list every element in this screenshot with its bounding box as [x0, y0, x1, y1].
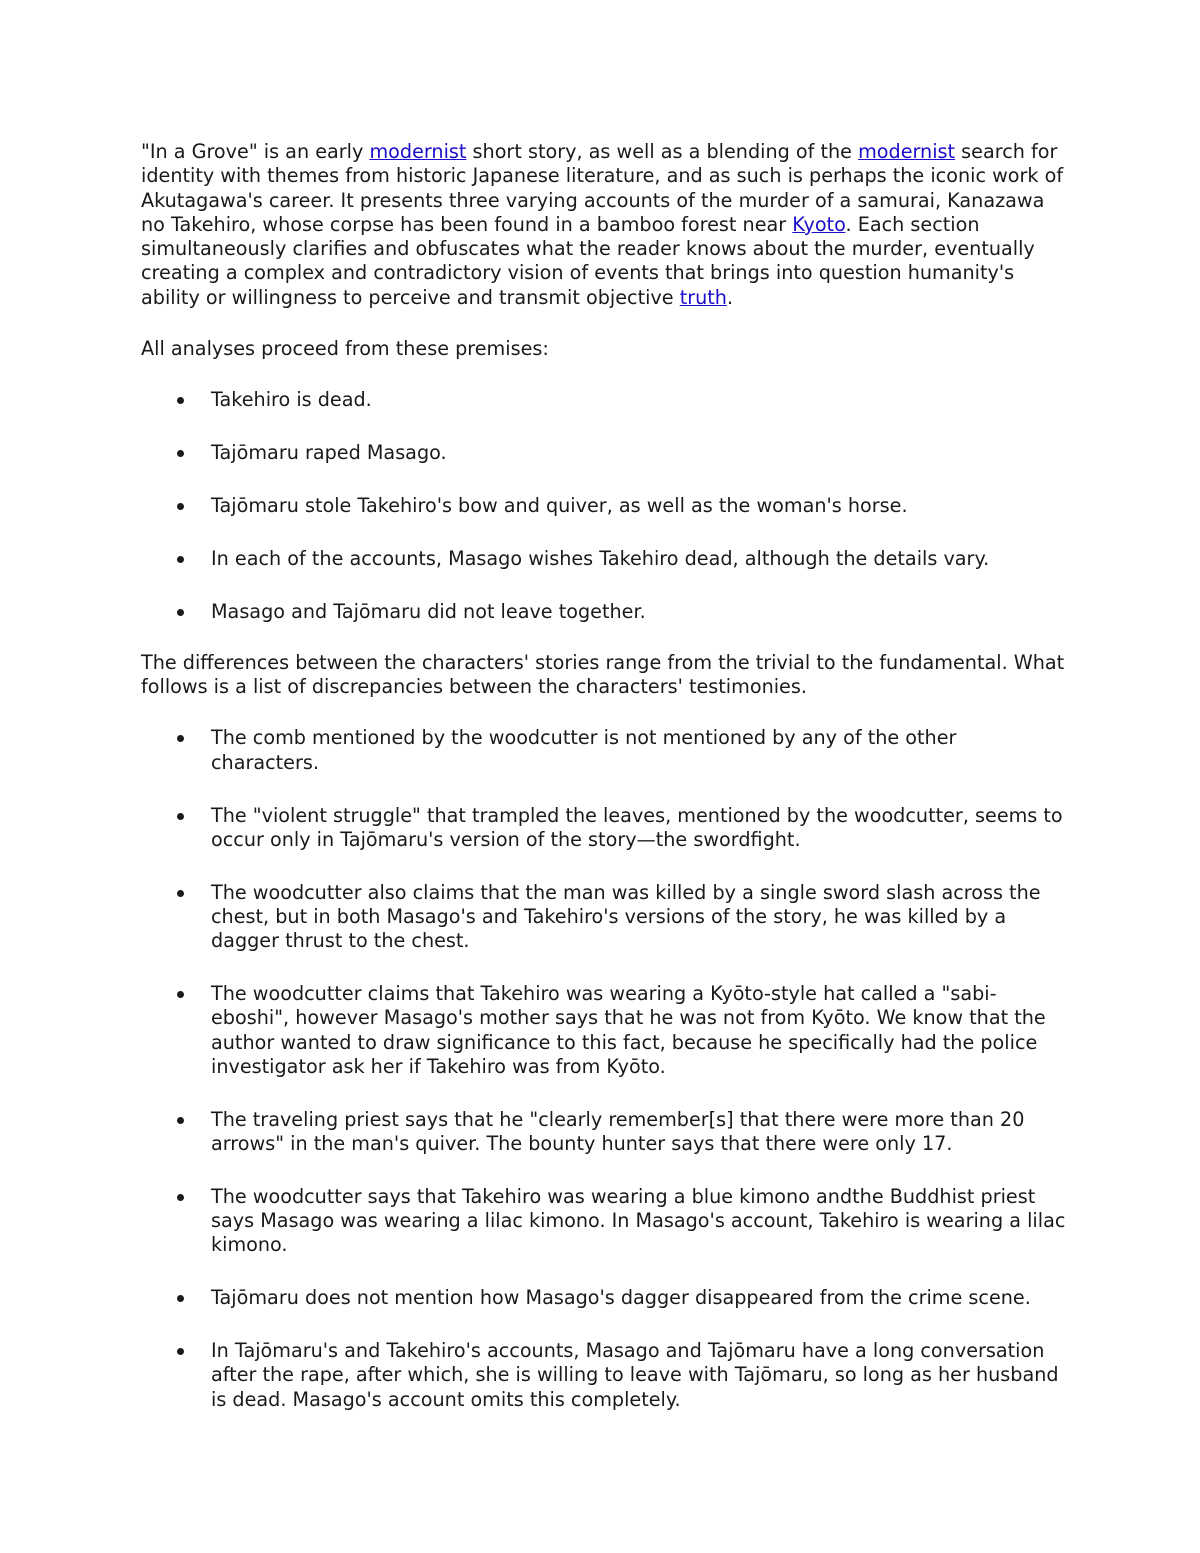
- premise-text: In each of the accounts, Masago wishes Takehiro dead, although the details vary.: [211, 546, 990, 570]
- bullet-icon: [177, 813, 184, 820]
- discrepancy-text: The "violent struggle" that trampled the leaves, mentioned by the woodcutter, seems to occur only in Tajōmaru's version of the story—the swordfight.: [211, 803, 1063, 851]
- discrepancy-text: In Tajōmaru's and Takehiro's accounts, Masago and Tajōmaru have a long conversation after the rape, after which, she is willing to leave with Tajōmaru, so long as her husband is dead. Masago's account omits this completely.: [211, 1339, 1059, 1411]
- differences-intro: The differences between the characters' stories range from the trivial to the fundamental. What follows is a list of discrepancies between the characters' testimonies.: [141, 650, 1065, 699]
- bullet-icon: [177, 397, 184, 404]
- bullet-icon: [177, 1117, 184, 1124]
- link-kyoto[interactable]: Kyoto: [792, 212, 846, 236]
- list-item: [141, 441, 1066, 465]
- list-item: [141, 1185, 1066, 1258]
- premise-text: Takehiro is dead.: [211, 388, 372, 412]
- list-item: [141, 1108, 1066, 1157]
- bullet-icon: [177, 735, 184, 742]
- list-item: [141, 726, 1066, 775]
- list-item: [141, 494, 1066, 518]
- list-item: [141, 1339, 1066, 1412]
- bullet-icon: [177, 1295, 184, 1302]
- discrepancy-text: The woodcutter claims that Takehiro was wearing a Kyōto-style hat called a "sabi-eboshi", however Masago's mother says that he was not from Kyōto. We know that the author wanted to draw significance to this fact, because he specifically had the police investigator ask her if Takehiro was from Kyōto.: [211, 982, 1046, 1078]
- bullet-icon: [177, 1194, 184, 1201]
- premise-text: Tajōmaru raped Masago.: [211, 441, 447, 465]
- bullet-icon: [177, 1348, 184, 1355]
- premises-intro: All analyses proceed from these premises:: [141, 337, 549, 361]
- bullet-icon: [177, 503, 184, 510]
- discrepancy-text: The traveling priest says that he "clearly remember[s] that there were more than 20 arrows" in the man's quiver. The bounty hunter says that there were only 17.: [211, 1107, 1025, 1156]
- intro-text-1: "In a Grove" is an early: [141, 140, 370, 163]
- bullet-icon: [177, 890, 184, 897]
- premises-list: [141, 388, 1066, 623]
- discrepancies-list: [141, 726, 1066, 1411]
- discrepancy-text: The woodcutter also claims that the man was killed by a single sword slash across the chest, but in both Masago's and Takehiro's versions of the story, he was killed by a dagger thrust to the chest.: [211, 880, 1041, 953]
- intro-text-5: .: [726, 285, 734, 309]
- premise-text: Masago and Tajōmaru did not leave together.: [211, 599, 646, 623]
- link-modernist-1[interactable]: modernist: [369, 140, 467, 163]
- list-item: [141, 600, 1066, 624]
- bullet-icon: [177, 450, 184, 457]
- premise-text: Tajōmaru stole Takehiro's bow and quiver, as well as the woman's horse.: [211, 493, 908, 517]
- intro-text-4: . Each section simultaneously clarifies and obfuscates what the reader knows about the murder, eventually creating a complex and contradictory vision of events that brings into question humanity's ability or willingness to perceive and transmit objective: [141, 212, 1035, 309]
- discrepancy-text: Tajōmaru does not mention how Masago's dagger disappeared from the crime scene.: [211, 1286, 1031, 1310]
- list-item: [141, 804, 1066, 853]
- list-item: [141, 388, 1066, 412]
- discrepancy-text: The woodcutter says that Takehiro was wearing a blue kimono andthe Buddhist priest says Masago was wearing a lilac kimono. In Masago's account, Takehiro is wearing a lilac kimono.: [211, 1184, 1066, 1257]
- list-item: [141, 1286, 1066, 1310]
- document-page: [141, 140, 1066, 1439]
- link-modernist-2[interactable]: modernist: [858, 140, 956, 163]
- list-item: [141, 881, 1066, 954]
- list-item: [141, 547, 1066, 571]
- intro-paragraph: [141, 140, 1066, 310]
- bullet-icon: [177, 609, 184, 616]
- link-truth[interactable]: truth: [679, 285, 727, 309]
- bullet-icon: [177, 991, 184, 998]
- intro-text-2: short story, as well as a blending of the: [466, 140, 859, 163]
- bullet-icon: [177, 556, 184, 563]
- intro-text-3: search for identity with themes from historic Japanese literature, and as such is perhaps the iconic work of Akutagawa's career. It presents three varying accounts of the murder of a samurai, Kanazawa no Takehiro, whose corpse has been found in a bamboo forest near: [141, 140, 1064, 236]
- discrepancy-text: The comb mentioned by the woodcutter is not mentioned by any of the other characters.: [211, 726, 957, 774]
- list-item: [141, 982, 1066, 1079]
